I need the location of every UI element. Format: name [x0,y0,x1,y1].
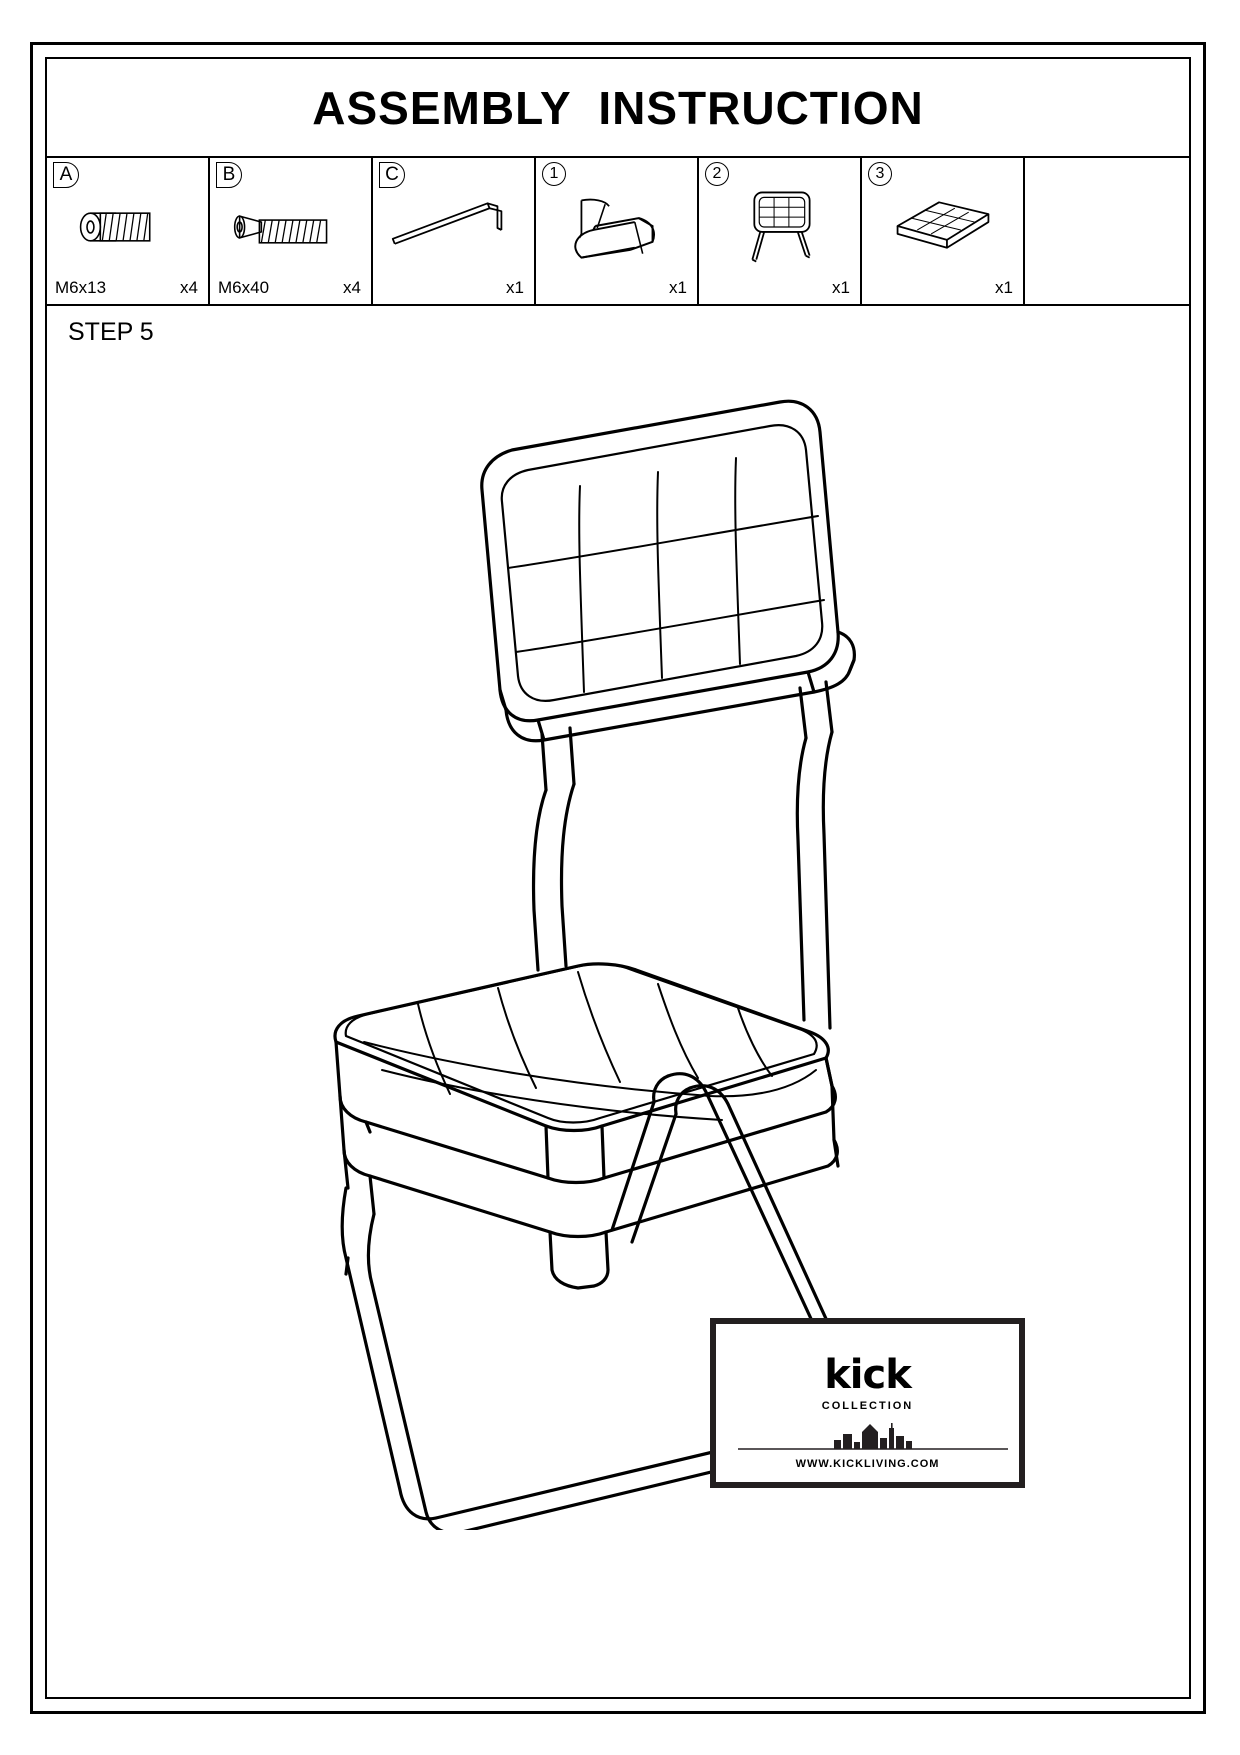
brand-subtitle: COLLECTION [821,1400,914,1412]
part-cell-2 [699,158,862,304]
part-badge-a: A [53,162,79,188]
chair-backrest-icon [699,182,860,272]
part-qty-a: x4 [180,278,198,297]
step-label: STEP 5 [68,318,154,346]
part-qty-c: x1 [506,278,524,297]
part-name-b: M6x40 [218,278,270,297]
parts-legend-row [47,158,1189,306]
part-cell-b [210,158,373,304]
part-name-a: M6x13 [55,278,107,297]
part-qty-2: x1 [832,278,850,297]
part-badge-1: 1 [542,162,566,186]
allen-key-icon [373,182,534,272]
part-badge-b: B [216,162,242,188]
part-badge-c: C [379,162,405,188]
skyline-icon [738,1420,1008,1452]
part-qty-1: x1 [669,278,687,297]
part-qty-3: x1 [995,278,1013,297]
part-cell-a [47,158,210,304]
part-qty-b: x4 [343,278,361,297]
page-title: ASSEMBLY INSTRUCTION [312,81,924,134]
hex-socket-bolt-short-icon [47,182,208,272]
seat-cushion-icon [862,182,1023,272]
part-badge-3: 3 [868,162,892,186]
brand-logo-box [710,1318,1025,1488]
chair-frame-icon [536,182,697,272]
title-bar [47,59,1189,158]
part-cell-c [373,158,536,304]
brand-logo [716,1324,1019,1482]
brand-wordmark: kick [824,1352,911,1398]
part-cell-1 [536,158,699,304]
part-badge-2: 2 [705,162,729,186]
brand-url: WWW.KICKLIVING.COM [795,1458,940,1470]
part-cell-3 [862,158,1025,304]
part-cell-empty [1025,158,1188,304]
hex-socket-bolt-long-icon [210,182,371,272]
